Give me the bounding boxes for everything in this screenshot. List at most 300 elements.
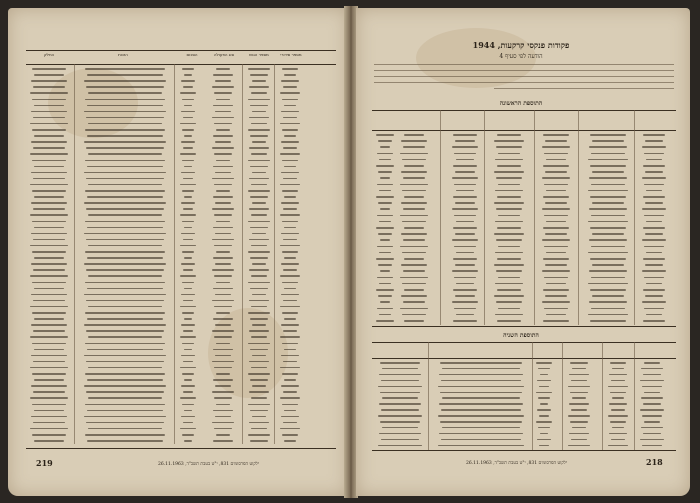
ink-text-line	[214, 245, 232, 247]
ink-text-line	[33, 178, 65, 180]
ink-text-line	[568, 415, 590, 417]
table2-bottom-rule	[372, 450, 676, 451]
ink-text-line	[180, 153, 196, 155]
ink-text-line	[183, 300, 193, 302]
table-row	[8, 109, 348, 115]
ink-text-line	[249, 269, 269, 271]
ink-text-line	[86, 422, 164, 424]
ink-text-line	[280, 428, 300, 430]
ink-text-line	[84, 141, 166, 143]
ink-text-line	[34, 379, 64, 381]
ink-text-line	[184, 74, 192, 76]
ink-text-line	[31, 324, 67, 326]
ink-text-line	[34, 349, 64, 351]
ink-text-line	[31, 80, 67, 82]
ink-text-line	[569, 403, 589, 405]
table-row	[8, 249, 348, 255]
page-footer: ילקוט הפרסומים 831, י"ט בטבת תשכ"ד, 26.11.1963	[158, 462, 260, 467]
ink-text-line	[88, 275, 162, 277]
ink-text-line	[251, 123, 267, 125]
table-row	[8, 225, 348, 231]
ink-text-line	[87, 410, 163, 412]
ink-text-line	[538, 427, 550, 429]
ink-text-line	[571, 439, 587, 441]
table-row	[8, 322, 348, 328]
table-row	[8, 328, 348, 334]
ink-text-line	[183, 86, 193, 88]
table-row	[8, 145, 348, 151]
ink-text-line	[85, 221, 165, 223]
ink-text-line	[249, 117, 269, 119]
table-row	[8, 194, 348, 200]
ink-text-line	[538, 397, 550, 399]
ink-text-line	[33, 330, 65, 332]
table-row	[8, 72, 348, 78]
ink-text-line	[215, 355, 231, 357]
ink-text-line	[182, 68, 194, 70]
ink-text-line	[251, 275, 267, 277]
ink-text-line	[251, 428, 267, 430]
ink-text-line	[248, 160, 270, 162]
ink-text-line	[640, 409, 664, 411]
ink-text-line	[213, 227, 233, 229]
ink-text-line	[87, 166, 163, 168]
ink-text-line	[215, 324, 231, 326]
table-row	[8, 261, 348, 267]
table-row	[8, 334, 348, 340]
ink-text-line	[183, 269, 193, 271]
ink-text-line	[181, 202, 195, 204]
ink-text-line	[284, 349, 296, 351]
table-row	[8, 383, 348, 389]
ink-text-line	[214, 306, 232, 308]
ink-text-line	[215, 233, 231, 235]
table-row	[8, 389, 348, 395]
table-row	[8, 78, 348, 84]
ink-text-line	[282, 68, 298, 70]
table-row	[8, 371, 348, 377]
ink-text-line	[212, 208, 234, 210]
ink-text-line	[85, 99, 165, 101]
ink-text-line	[86, 208, 164, 210]
ink-text-line	[536, 392, 552, 394]
ink-text-line	[250, 74, 268, 76]
ink-text-line	[251, 92, 267, 94]
table-row	[8, 255, 348, 261]
ink-text-line	[641, 427, 663, 429]
ink-text-line	[212, 147, 234, 149]
section-heading-second: התוספת השניה	[503, 332, 539, 339]
ink-text-line	[282, 404, 298, 406]
ink-text-line	[33, 361, 65, 363]
ink-text-line	[248, 282, 270, 284]
ink-text-line	[212, 300, 234, 302]
ink-text-line	[85, 312, 165, 314]
ink-text-line	[252, 202, 266, 204]
ink-text-line	[571, 409, 587, 411]
ink-text-line	[33, 117, 65, 119]
ink-text-line	[31, 416, 67, 418]
section-heading-first: התוספת הראשונה	[499, 100, 543, 107]
ink-text-line	[31, 111, 67, 113]
ink-text-line	[250, 349, 268, 351]
ink-text-line	[88, 92, 162, 94]
ink-text-line	[86, 300, 164, 302]
ink-text-line	[32, 221, 66, 223]
ink-text-line	[380, 421, 420, 423]
ink-text-line	[215, 416, 231, 418]
ink-text-line	[184, 318, 192, 320]
ink-text-line	[182, 404, 194, 406]
ink-text-line	[88, 336, 162, 338]
table-bottom-rule	[26, 448, 336, 449]
table-row	[8, 84, 348, 90]
col-share: החלק	[43, 52, 55, 57]
ink-text-line	[284, 440, 296, 442]
ink-text-line	[87, 440, 163, 442]
ink-text-line	[642, 445, 662, 447]
ink-text-line	[184, 166, 192, 168]
ink-text-line	[182, 129, 194, 131]
ink-text-line	[33, 300, 65, 302]
ink-text-line	[611, 439, 625, 441]
ink-text-line	[213, 318, 233, 320]
ink-text-line	[213, 379, 233, 381]
ink-text-line	[32, 312, 66, 314]
ink-text-line	[215, 294, 231, 296]
ink-text-line	[30, 397, 68, 399]
ink-text-line	[536, 362, 552, 364]
ink-text-line	[32, 373, 66, 375]
ink-text-line	[248, 434, 270, 436]
table-row	[8, 176, 348, 182]
ink-text-line	[214, 92, 232, 94]
ink-text-line	[184, 105, 192, 107]
ink-text-line	[281, 416, 299, 418]
ink-text-line	[439, 403, 523, 405]
ink-text-line	[439, 433, 523, 435]
ink-text-line	[611, 409, 625, 411]
ink-text-line	[180, 397, 196, 399]
ink-text-line	[184, 135, 192, 137]
ink-text-line	[86, 361, 164, 363]
table-row	[8, 402, 348, 408]
ink-text-line	[215, 141, 231, 143]
ink-text-line	[250, 288, 268, 290]
ink-text-line	[283, 117, 297, 119]
ink-text-line	[248, 373, 270, 375]
ink-text-line	[181, 111, 195, 113]
ink-text-line	[568, 445, 590, 447]
ink-text-line	[181, 385, 195, 387]
ink-text-line	[88, 306, 162, 308]
ink-text-line	[183, 330, 193, 332]
table-row	[8, 280, 348, 286]
ink-text-line	[180, 123, 196, 125]
ink-text-line	[284, 288, 296, 290]
ink-text-line	[282, 282, 298, 284]
ink-text-line	[181, 416, 195, 418]
ink-text-line	[32, 160, 66, 162]
ink-text-line	[612, 368, 624, 370]
ink-text-line	[86, 391, 164, 393]
ink-text-line	[212, 269, 234, 271]
ink-text-line	[248, 190, 270, 192]
ink-text-line	[34, 196, 64, 198]
table-row	[8, 90, 348, 96]
table-row	[8, 188, 348, 194]
ink-text-line	[30, 306, 68, 308]
ink-text-line	[280, 92, 300, 94]
ink-text-line	[180, 214, 196, 216]
ink-text-line	[251, 214, 267, 216]
ink-text-line	[85, 68, 165, 70]
table-row	[8, 66, 348, 72]
ink-text-line	[184, 349, 192, 351]
ink-text-line	[213, 196, 233, 198]
ink-text-line	[612, 397, 624, 399]
table-row	[8, 341, 348, 347]
ink-text-line	[249, 391, 269, 393]
ink-text-line	[215, 172, 231, 174]
ink-text-line	[252, 172, 266, 174]
ink-text-line	[213, 440, 233, 442]
ink-text-line	[284, 379, 296, 381]
ink-text-line	[644, 392, 660, 394]
table-row	[8, 219, 348, 225]
table-row	[8, 133, 348, 139]
ink-text-line	[249, 239, 269, 241]
ink-text-line	[280, 336, 300, 338]
ink-text-line	[438, 445, 524, 447]
ink-text-line	[281, 385, 299, 387]
page-footer: ילקוט הפרסומים 831, י"ט בטבת תשכ"ד, 26.11.1963	[466, 461, 568, 466]
ink-text-line	[283, 86, 297, 88]
ink-text-line	[281, 141, 299, 143]
ink-text-line	[572, 427, 586, 429]
table-row	[8, 273, 348, 279]
table-row	[8, 158, 348, 164]
ink-text-line	[378, 386, 422, 388]
ink-text-line	[34, 318, 64, 320]
ink-text-line	[379, 374, 421, 376]
ink-text-line	[180, 245, 196, 247]
ink-text-line	[250, 135, 268, 137]
ink-text-line	[213, 135, 233, 137]
ink-text-line	[251, 153, 267, 155]
ink-text-line	[30, 92, 68, 94]
ink-text-line	[183, 422, 193, 424]
ink-text-line	[382, 397, 418, 399]
ink-text-line	[181, 233, 195, 235]
ink-text-line	[610, 421, 626, 423]
ink-text-line	[249, 178, 269, 180]
table-row	[8, 432, 348, 438]
ink-text-line	[31, 385, 67, 387]
ink-text-line	[610, 392, 626, 394]
ink-text-line	[34, 288, 64, 290]
ink-text-line	[280, 275, 300, 277]
ink-text-line	[442, 427, 520, 429]
ink-text-line	[184, 410, 192, 412]
ink-text-line	[281, 172, 299, 174]
ink-text-line	[538, 368, 550, 370]
ink-text-line	[181, 294, 195, 296]
ink-text-line	[381, 380, 419, 382]
ink-text-line	[379, 403, 421, 405]
table-row	[8, 237, 348, 243]
ink-text-line	[84, 233, 166, 235]
ink-text-line	[280, 306, 300, 308]
ink-text-line	[181, 324, 195, 326]
ink-text-line	[88, 367, 162, 369]
table-row	[8, 438, 348, 444]
ink-text-line	[280, 184, 300, 186]
ink-text-line	[284, 227, 296, 229]
ink-text-line	[84, 80, 166, 82]
ink-text-line	[280, 123, 300, 125]
ink-text-line	[84, 294, 166, 296]
ink-text-line	[252, 416, 266, 418]
ink-text-line	[88, 184, 162, 186]
ink-text-line	[571, 380, 587, 382]
ink-text-line	[86, 86, 164, 88]
ink-text-line	[283, 300, 297, 302]
ink-text-line	[32, 343, 66, 345]
ink-text-line	[643, 433, 661, 435]
ink-text-line	[86, 147, 164, 149]
ink-text-line	[87, 227, 163, 229]
ink-text-line	[213, 74, 233, 76]
ink-text-line	[283, 239, 297, 241]
ink-text-line	[572, 397, 586, 399]
ink-text-line	[184, 379, 192, 381]
ink-text-line	[216, 434, 230, 436]
ink-text-line	[180, 367, 196, 369]
ink-text-line	[283, 391, 297, 393]
ink-text-line	[32, 251, 66, 253]
ink-text-line	[85, 404, 165, 406]
ink-text-line	[282, 312, 298, 314]
table-row	[8, 139, 348, 145]
ink-text-line	[248, 99, 270, 101]
ink-text-line	[31, 141, 67, 143]
ink-text-line	[572, 368, 586, 370]
ink-text-line	[216, 99, 230, 101]
ink-text-line	[251, 306, 267, 308]
ink-text-line	[216, 312, 230, 314]
table-row	[8, 243, 348, 249]
ink-text-line	[281, 324, 299, 326]
ink-text-line	[84, 263, 166, 265]
ink-text-line	[280, 397, 300, 399]
ink-text-line	[88, 397, 162, 399]
ink-text-line	[31, 263, 67, 265]
ink-text-line	[32, 404, 66, 406]
ink-text-line	[281, 355, 299, 357]
ink-text-line	[281, 111, 299, 113]
table-row	[8, 395, 348, 401]
ink-text-line	[252, 263, 266, 265]
ink-text-line	[248, 221, 270, 223]
ink-text-line	[282, 434, 298, 436]
left-page	[8, 8, 348, 496]
ink-text-line	[250, 227, 268, 229]
ink-text-line	[248, 312, 270, 314]
ink-text-line	[212, 422, 234, 424]
ink-text-line	[87, 257, 163, 259]
ink-text-line	[183, 239, 193, 241]
ink-text-line	[216, 404, 230, 406]
ink-text-line	[641, 368, 663, 370]
ink-text-line	[281, 263, 299, 265]
ink-text-line	[612, 427, 624, 429]
ink-text-line	[182, 160, 194, 162]
ink-text-line	[251, 397, 267, 399]
ink-text-line	[84, 111, 166, 113]
table-row	[8, 420, 348, 426]
ink-text-line	[250, 257, 268, 259]
ink-text-line	[282, 160, 298, 162]
ink-text-line	[249, 208, 269, 210]
table-row	[8, 310, 348, 316]
ink-text-line	[31, 233, 67, 235]
ink-text-line	[282, 343, 298, 345]
ink-text-line	[215, 202, 231, 204]
ink-text-line	[214, 428, 232, 430]
ink-text-line	[252, 111, 266, 113]
ink-text-line	[180, 336, 196, 338]
ink-text-line	[182, 251, 194, 253]
ink-text-line	[251, 367, 267, 369]
ink-text-line	[182, 221, 194, 223]
ink-text-line	[213, 410, 233, 412]
col-serial: מספר סידורי	[280, 52, 302, 57]
ink-text-line	[252, 324, 266, 326]
ink-text-line	[379, 433, 421, 435]
table-row	[8, 304, 348, 310]
ink-text-line	[250, 410, 268, 412]
ink-text-line	[250, 379, 268, 381]
ink-text-line	[212, 117, 234, 119]
ink-text-line	[180, 275, 196, 277]
ink-text-line	[87, 379, 163, 381]
ink-text-line	[84, 324, 166, 326]
ink-text-line	[215, 111, 231, 113]
ink-text-line	[248, 343, 270, 345]
ink-text-line	[180, 306, 196, 308]
ink-text-line	[87, 288, 163, 290]
ink-text-line	[280, 367, 300, 369]
ink-text-line	[216, 282, 230, 284]
ink-text-line	[215, 385, 231, 387]
table-row	[8, 426, 348, 432]
ink-text-line	[382, 427, 418, 429]
table-row	[8, 316, 348, 322]
ink-text-line	[88, 153, 162, 155]
ink-text-line	[183, 117, 193, 119]
table-row	[8, 97, 348, 103]
ink-text-line	[378, 415, 422, 417]
ink-text-line	[34, 227, 64, 229]
ink-text-line	[644, 362, 660, 364]
table-row	[8, 164, 348, 170]
ink-text-line	[30, 214, 68, 216]
ink-text-line	[88, 428, 162, 430]
ink-text-line	[32, 129, 66, 131]
ink-text-line	[87, 135, 163, 137]
ink-text-line	[216, 373, 230, 375]
